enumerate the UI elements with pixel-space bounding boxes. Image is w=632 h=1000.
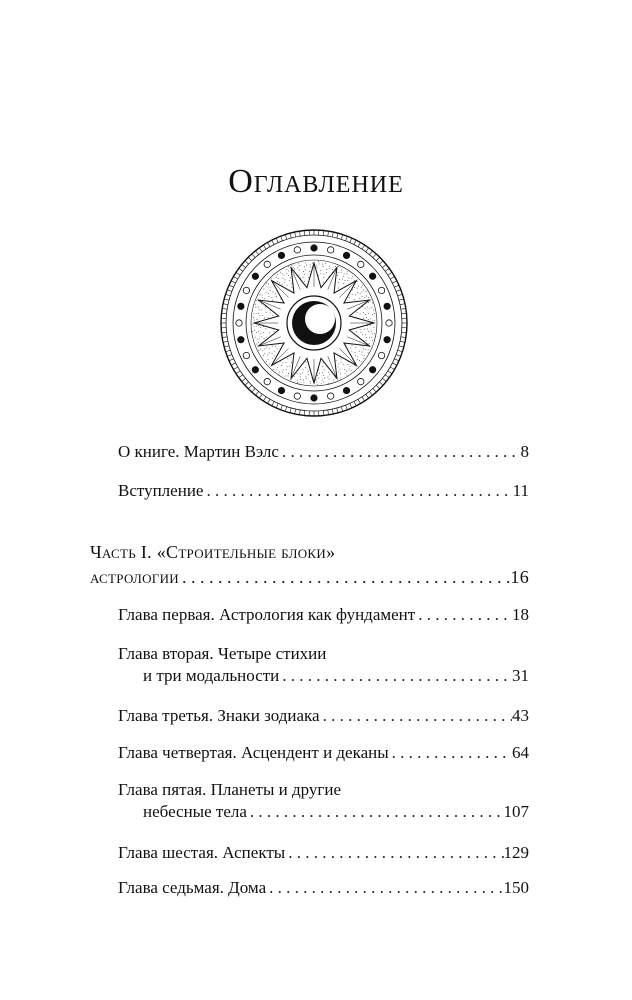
toc-leader	[320, 706, 512, 726]
toc-page-number: 150	[503, 878, 529, 897]
toc-entry-intro[interactable]	[118, 481, 529, 501]
toc-leader	[266, 878, 503, 898]
toc-label: Глава шестая. Аспекты	[118, 843, 286, 862]
toc-entry-ch3[interactable]	[118, 706, 529, 726]
toc-page-number: 107	[503, 802, 529, 821]
toc-entry-ch1[interactable]	[118, 605, 529, 625]
toc-leader	[247, 802, 504, 822]
toc-part1-title-line1[interactable]: Часть I. «Строительные блоки»	[90, 542, 336, 562]
toc-leader	[279, 666, 512, 686]
toc-leader	[415, 605, 512, 625]
toc-page-number: 31	[512, 666, 529, 685]
toc-entry-about[interactable]	[118, 442, 529, 462]
toc-leader	[203, 481, 512, 501]
toc-label: Глава седьмая. Дома	[118, 878, 267, 897]
toc-leader	[389, 743, 512, 763]
toc-leader	[179, 567, 510, 587]
toc-ch5-title-line1[interactable]: Глава пятая. Планеты и другие	[118, 780, 342, 799]
toc-ch2-title-line1[interactable]: Глава вторая. Четыре стихии	[118, 644, 327, 663]
toc-page-number: 129	[503, 843, 529, 862]
toc-label: и три модальности	[143, 666, 280, 685]
toc-page-number: 11	[512, 481, 529, 500]
page-title: Оглавление	[228, 162, 404, 200]
sun-moon-emblem-icon	[219, 228, 409, 418]
toc-label: Глава первая. Астрология как фундамент	[118, 605, 416, 624]
toc-label: Глава третья. Знаки зодиака	[118, 706, 320, 725]
toc-label: небесные тела	[143, 802, 247, 821]
toc-entry-ch2[interactable]	[143, 666, 529, 686]
toc-entry-ch4[interactable]	[118, 743, 529, 763]
toc-page-number: 8	[520, 442, 529, 461]
toc-leader	[285, 843, 503, 863]
toc-label: Вступление	[118, 481, 204, 500]
toc-entry-part1[interactable]	[90, 567, 529, 587]
toc-entry-ch6[interactable]	[118, 843, 529, 863]
toc-label: Глава четвертая. Асцендент и деканы	[118, 743, 389, 762]
toc-label: астрологии	[90, 567, 179, 587]
toc-entry-ch7[interactable]	[118, 878, 529, 898]
toc-page-number: 64	[512, 743, 529, 762]
toc-page-number: 18	[512, 605, 529, 624]
toc-page-number: 43	[512, 706, 529, 725]
toc-label: О книге. Мартин Вэлс	[118, 442, 279, 461]
toc-entry-ch5[interactable]	[143, 802, 529, 822]
toc-leader	[279, 442, 521, 462]
toc-page-number: 16	[510, 567, 529, 587]
